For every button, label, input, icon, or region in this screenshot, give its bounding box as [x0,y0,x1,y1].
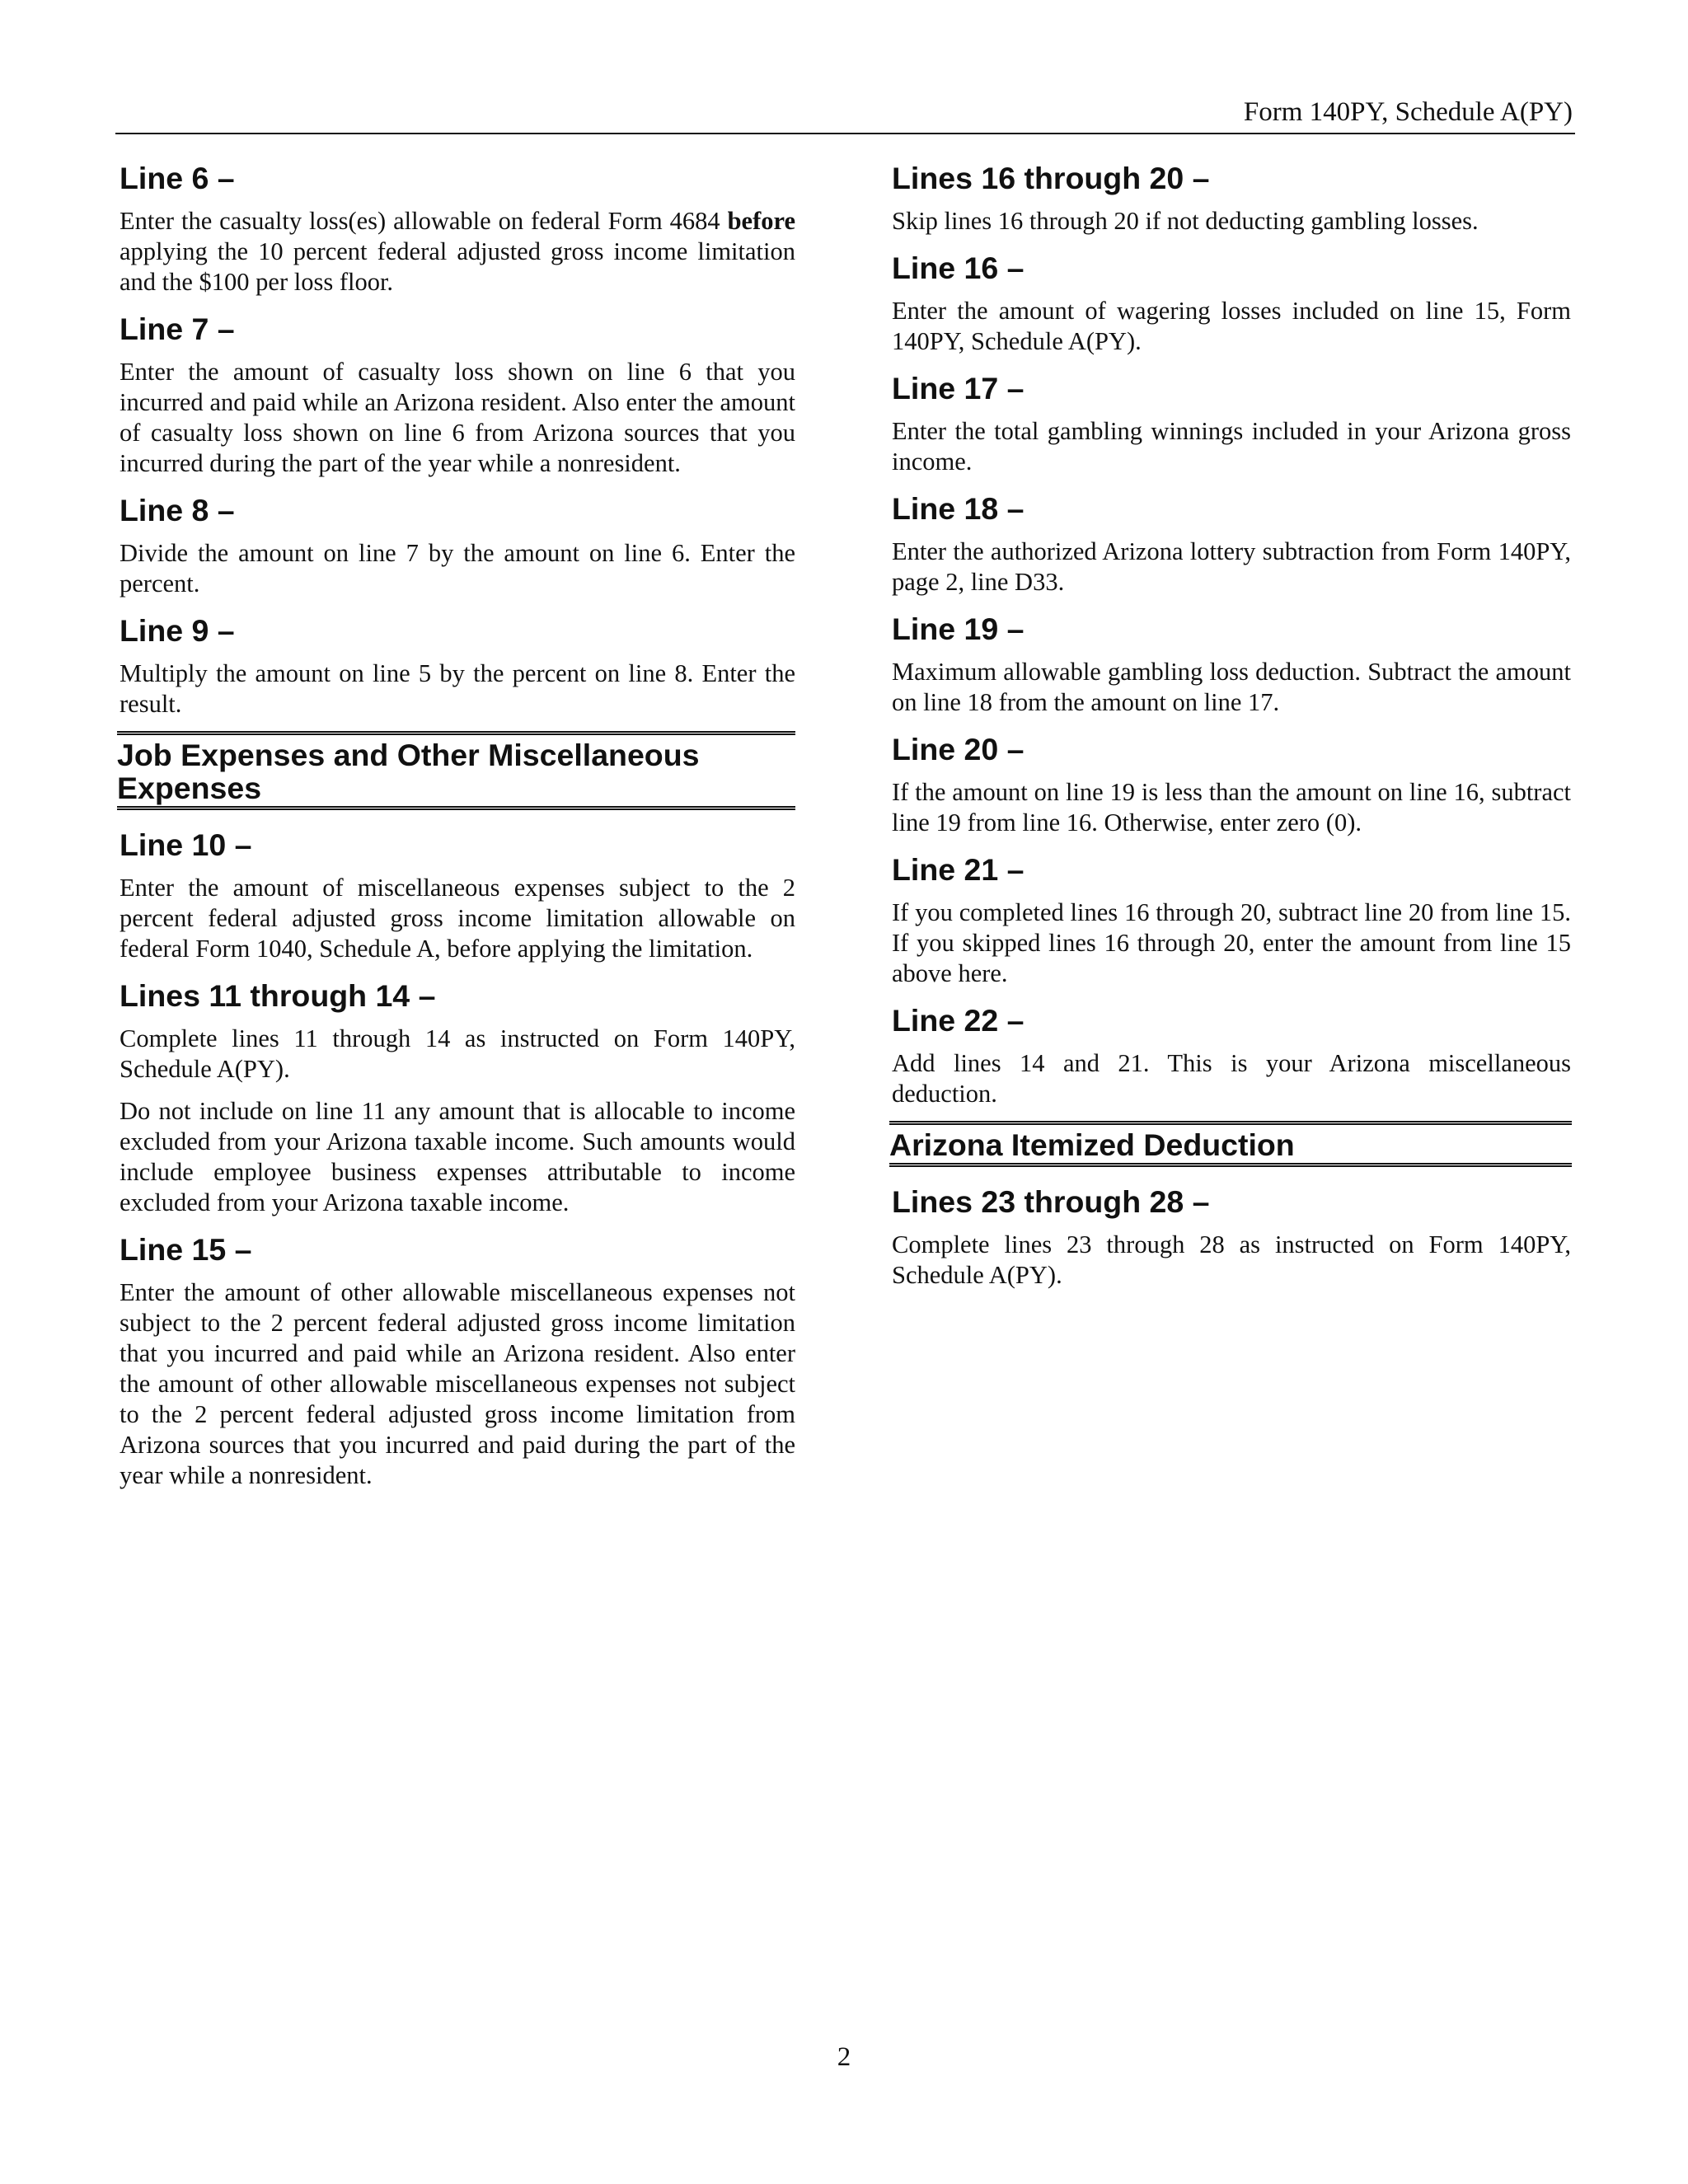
line-10-section [120,825,795,964]
lines-23-28-section [892,1182,1571,1291]
lines-11-14-text-1: Complete lines 11 through 14 as instructed on Form 140PY, Schedule A(PY). [120,1024,795,1083]
line-6-bold-word: before [727,207,795,235]
lines-23-28-heading: Lines 23 through 28 – [892,1184,1210,1219]
line-9-heading: Line 9 – [120,613,235,648]
line-10-text: Enter the amount of miscellaneous expenses subject to the 2 percent federal adjusted gross income limitation allowable on federal Form 1040, Schedule A, before applying the limitation. [120,874,795,963]
line-6-text-start: Enter the casualty loss(es) allowable on federal Form 4684 [120,207,728,235]
line-8-text: Divide the amount on line 7 by the amount on line 6. Enter the percent. [120,539,795,598]
line-18-section [892,489,1571,598]
line-6-text [120,206,795,298]
line-22-section [892,1001,1571,1109]
line-10-heading: Line 10 – [120,827,252,862]
line-22-heading: Line 22 – [892,1003,1025,1038]
line-20-heading: Line 20 – [892,732,1025,766]
lines-23-28-text: Complete lines 23 through 28 as instructed on Form 140PY, Schedule A(PY). [892,1230,1571,1289]
left-column [117,158,795,1502]
line-9-text: Multiply the amount on line 5 by the percent on line 8. Enter the result. [120,659,795,718]
line-17-section [892,368,1571,477]
line-16-heading: Line 16 – [892,251,1025,285]
running-header: Form 140PY, Schedule A(PY) [1243,97,1573,127]
line-7-text: Enter the amount of casualty loss shown on line 6 that you incurred and paid while an Arizona resident. Also enter the amount of casualty loss shown on line 6 from Arizona sources that you incurred during the part of the year while a nonresident. [120,358,795,477]
line-20-section [892,729,1571,838]
header-rule [115,133,1575,134]
lines-16-20-section [892,158,1571,237]
line-7-section [120,309,795,479]
line-22-text: Add lines 14 and 21. This is your Arizona miscellaneous deduction. [892,1049,1571,1108]
line-19-heading: Line 19 – [892,612,1025,646]
line-8-section [120,490,795,599]
line-6-section [120,158,795,298]
lines-16-20-heading: Lines 16 through 20 – [892,161,1210,195]
line-9-section [120,611,795,719]
line-17-heading: Line 17 – [892,371,1025,405]
line-15-heading: Line 15 – [120,1232,252,1267]
line-17-text: Enter the total gambling winnings included in your Arizona gross income. [892,417,1571,476]
line-8-heading: Line 8 – [120,493,235,527]
line-21-section [892,850,1571,989]
line-19-text: Maximum allowable gambling loss deduction. Subtract the amount on line 18 from the amount on line 17. [892,658,1571,716]
line-6-text-end: applying the 10 percent federal adjusted gross income limitation and the $100 per loss floor. [120,237,795,296]
page-number: 2 [837,2042,851,2072]
line-18-heading: Line 18 – [892,491,1025,526]
lines-11-14-section [120,976,795,1218]
right-column [889,158,1571,1302]
lines-11-14-text-2: Do not include on line 11 any amount that is allocable to income excluded from your Arizona taxable income. Such amounts would include employee business expenses attributable to income excluded from your Arizona taxable income. [120,1097,795,1216]
line-21-text: If you completed lines 16 through 20, subtract line 20 from line 15. If you skipped lines 16 through 20, enter the amount from line 15 above here. [892,898,1571,987]
lines-11-14-heading: Lines 11 through 14 – [120,978,436,1013]
line-18-text: Enter the authorized Arizona lottery subtraction from Form 140PY, page 2, line D33. [892,537,1571,596]
line-16-text: Enter the amount of wagering losses included on line 15, Form 140PY, Schedule A(PY). [892,297,1571,355]
line-16-section [892,248,1571,357]
line-15-text: Enter the amount of other allowable miscellaneous expenses not subject to the 2 percent federal adjusted gross income limitation that you incurred and paid while an Arizona resident. Also enter the amount of other allowable miscellaneous expenses not subject to the 2 percent federal adjusted gross income limitation from Arizona sources that you incurred and paid during the part of the year while a nonresident. [120,1278,795,1489]
job-expenses-section-heading: Job Expenses and Other Miscellaneous Expenses [117,731,795,810]
line-20-text: If the amount on line 19 is less than the amount on line 16, subtract line 19 from line 16. Otherwise, enter zero (0). [892,778,1571,837]
lines-16-20-text: Skip lines 16 through 20 if not deducting gambling losses. [892,207,1479,235]
line-21-heading: Line 21 – [892,852,1025,887]
line-7-heading: Line 7 – [120,312,235,346]
arizona-itemized-deduction-heading: Arizona Itemized Deduction [889,1121,1572,1167]
line-19-section [892,609,1571,718]
line-15-section [120,1230,795,1491]
line-6-heading: Line 6 – [120,161,235,195]
